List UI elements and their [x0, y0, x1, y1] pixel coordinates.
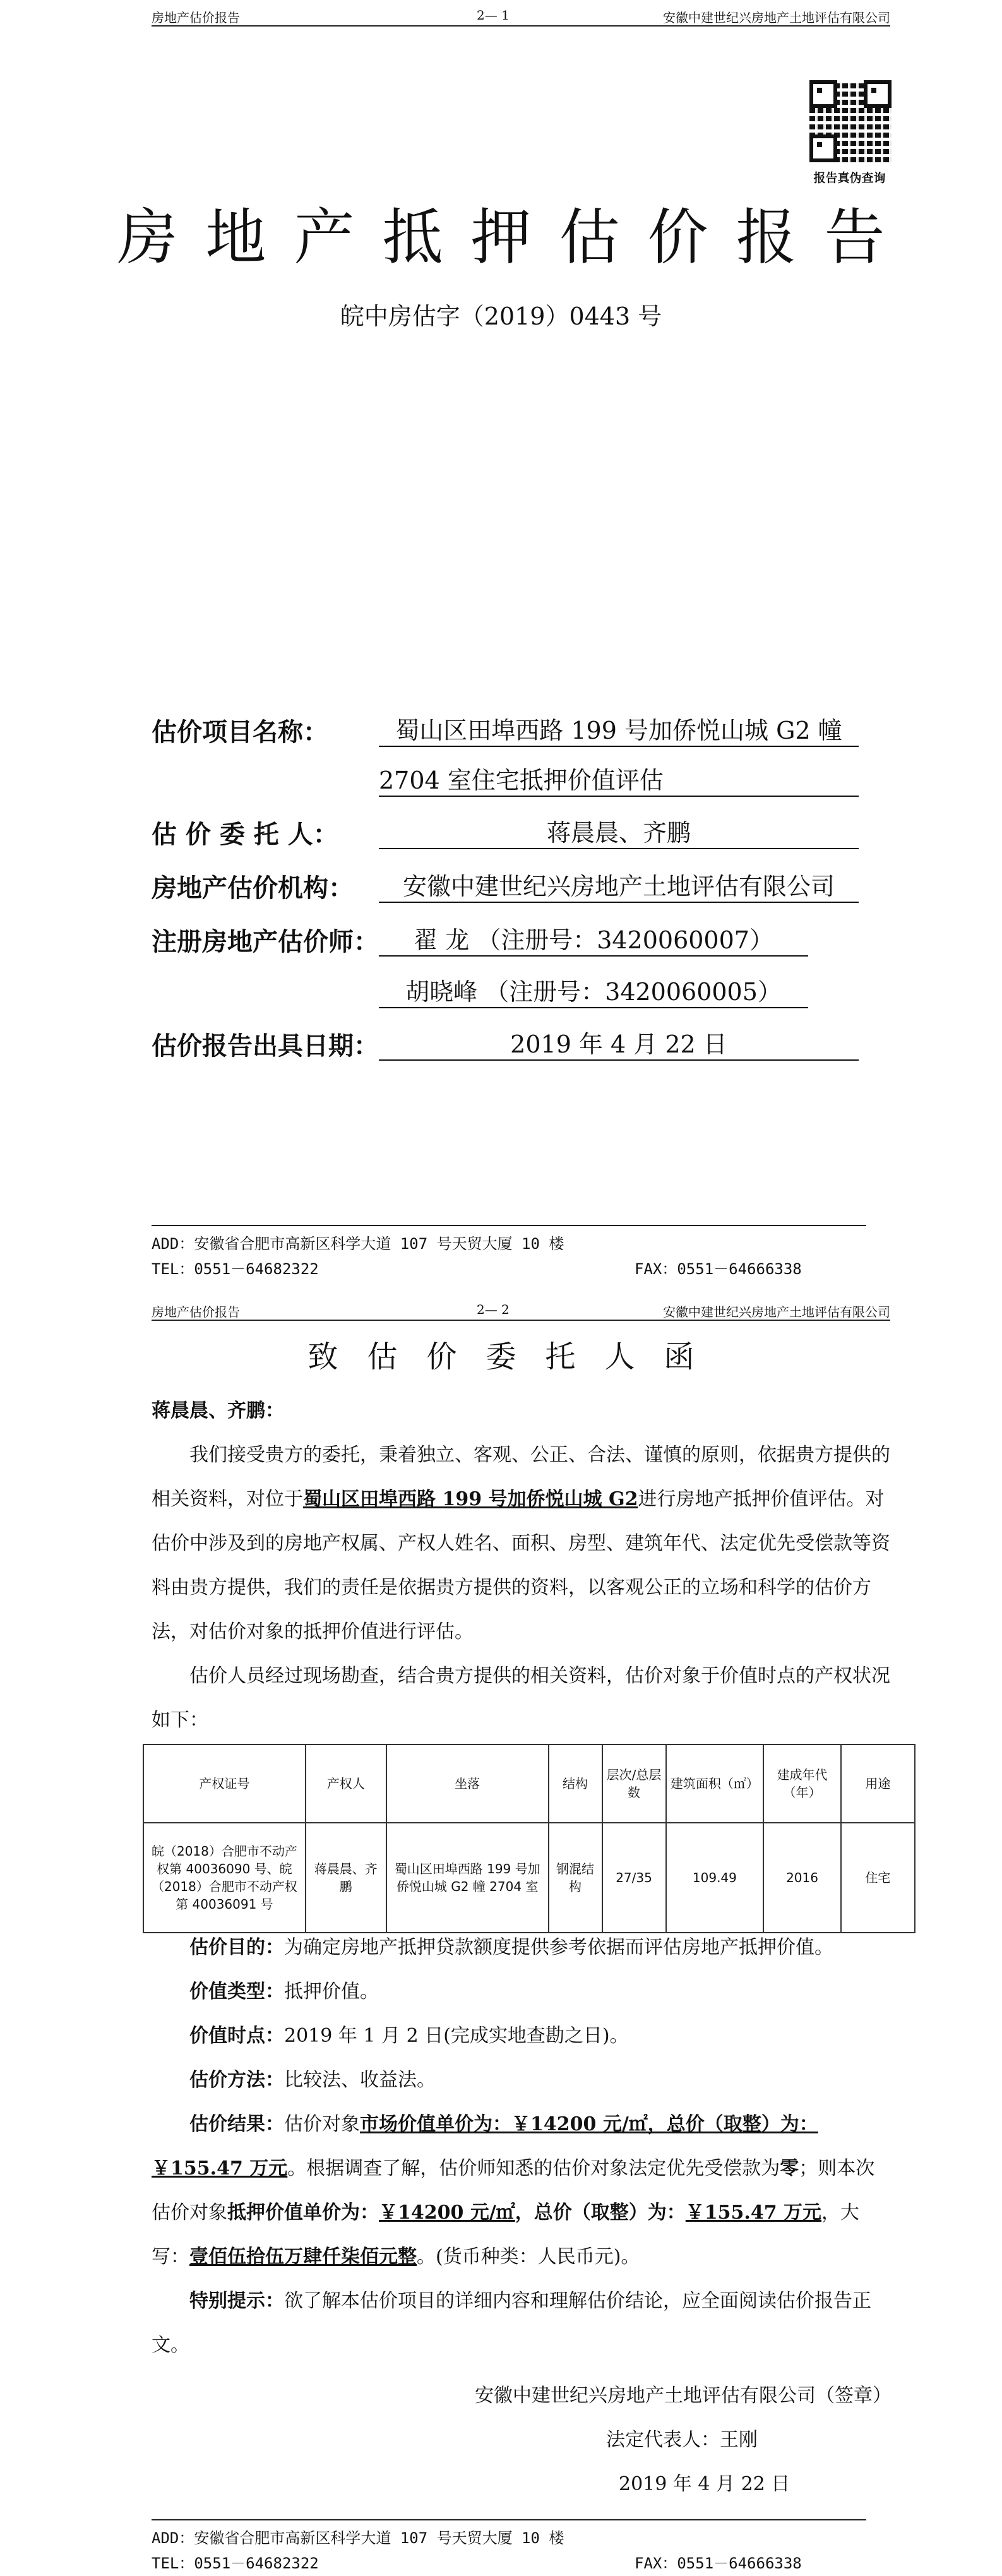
client-value: 蒋晨晨、齐鹏	[379, 813, 859, 849]
table-header: 产权人	[306, 1744, 386, 1823]
table-cell: 2016	[763, 1823, 841, 1933]
footer-fax: FAX：0551－64666338	[635, 1260, 802, 1278]
table-cell: 27/35	[602, 1823, 666, 1933]
header-company: 安徽中建世纪兴房地产土地评估有限公司	[663, 10, 890, 25]
agency-label: 房地产估价机构：	[152, 874, 354, 903]
appraiser-2: 胡晓峰 （注册号：3420060005）	[379, 972, 808, 1008]
table-header: 建成年代（年）	[763, 1744, 841, 1823]
project-name-line2: 2704 室住宅抵押价值评估	[379, 761, 859, 797]
footer-divider	[152, 2519, 866, 2520]
table-header: 坐落	[386, 1744, 549, 1823]
report-number: 皖中房估字（2019）0443 号	[340, 302, 662, 330]
signature-block	[152, 2374, 892, 2418]
report-date-label: 估价报告出具日期：	[152, 1032, 379, 1061]
client-label: 估 价 委 托 人：	[152, 820, 338, 849]
result-paragraph: 估价结果：估价对象市场价值单价为：￥14200 元/㎡，总价（取整）为：￥155.47 万元。根据调查了解，估价师知悉的估价对象法定优先受偿款为零；则本次估价对象抵押价值单价为：￥14200 元/㎡，总价（取整）为：￥155.47 万元，大写：壹佰伍拾伍万肆仟柒佰元整。(货币种类：人民币元)。	[152, 2113, 875, 2268]
value-date-line: 价值时点：2019 年 1 月 2 日(完成实地查勘之日)。	[189, 2025, 629, 2047]
table-cell: 109.49	[666, 1823, 764, 1933]
qr-code-icon[interactable]	[808, 79, 893, 164]
letter-page	[0, 1294, 1002, 2576]
table-row	[143, 1823, 915, 1933]
salutation: 蒋晨晨、齐鹏：	[152, 1400, 284, 1422]
mortgage-unit-price: ￥14200 元/㎡	[379, 2202, 515, 2224]
letter-body-intro	[152, 1389, 892, 1743]
footer-address: ADD：安徽省合肥市高新区科学大道 107 号天贸大厦 10 楼	[152, 1235, 564, 1253]
footer-tel: TEL：0551－64682322	[152, 1260, 319, 1278]
table-cell: 住宅	[841, 1823, 915, 1933]
letter-body-details	[152, 1926, 892, 2368]
agency-value: 安徽中建世纪兴房地产土地评估有限公司	[379, 867, 859, 903]
appraiser-1: 翟 龙 （注册号：3420060007）	[379, 921, 808, 957]
table-header: 层次/总层数	[602, 1744, 666, 1823]
table-cell: 皖（2018）合肥市不动产权第 40036090 号、皖（2018）合肥市不动产权第 40036091 号	[143, 1823, 306, 1933]
header-left-title: 房地产估价报告	[152, 10, 240, 25]
table-cell: 钢混结构	[549, 1823, 602, 1933]
table-header: 结构	[549, 1744, 602, 1823]
letter-title: 致估价委托人函	[307, 1339, 724, 1374]
table-header: 用途	[841, 1744, 915, 1823]
running-header	[152, 1301, 890, 1321]
appraiser-label: 注册房地产估价师：	[152, 927, 379, 957]
report-title: 房地产抵押估价报告	[117, 202, 913, 273]
table-header: 产权证号	[143, 1744, 306, 1823]
footer-tel: TEL：0551－64682322	[152, 2555, 319, 2572]
project-name-label: 估价项目名称：	[152, 718, 328, 747]
signature-rep: 法定代表人：王刚	[606, 2429, 758, 2451]
header-left-title: 房地产估价报告	[152, 1304, 240, 1320]
footer-address: ADD：安徽省合肥市高新区科学大道 107 号天贸大厦 10 楼	[152, 2529, 564, 2547]
footer-divider	[152, 1225, 866, 1226]
paragraph-1: 我们接受贵方的委托，秉着独立、客观、公正、合法、谨慎的原则，依据贵方提供的相关资料，对位于蜀山区田埠西路 199 号加侨悦山城 G2进行房地产抵押价值评估。对估价中涉及到的房地产权属、产权人姓名、面积、房型、建筑年代、法定优先受偿款等资料由贵方提供，我们的责任是依据贵方提供的资料，以客观公正的立场和科学的估价方法，对估价对象的抵押价值进行评估。	[152, 1444, 890, 1643]
method-line: 估价方法：比较法、收益法。	[189, 2069, 436, 2091]
qr-caption: 报告真伪查询	[813, 171, 886, 185]
table-cell: 蒋晨晨、齐鹏	[306, 1823, 386, 1933]
property-rights-table	[143, 1744, 916, 1933]
paragraph-2: 估价人员经过现场勘查，结合贵方提供的相关资料，估价对象于价值时点的产权状况如下：	[152, 1665, 890, 1731]
table-header: 建筑面积（㎡）	[666, 1744, 764, 1823]
mortgage-total-capital: 壹佰伍拾伍万肆仟柒佰元整	[189, 2246, 417, 2268]
signature-date: 2019 年 4 月 22 日	[619, 2473, 790, 2495]
signature-company: 安徽中建世纪兴房地产土地评估有限公司（签章）	[475, 2385, 892, 2407]
header-page-number: 2— 2	[477, 1302, 510, 1317]
purpose-line: 估价目的：为确定房地产抵押贷款额度提供参考依据而评估房地产抵押价值。	[189, 1936, 833, 1959]
value-type-line: 价值类型：抵押价值。	[189, 1981, 379, 2003]
property-address: 蜀山区田埠西路 199 号加侨悦山城 G2	[303, 1488, 638, 1510]
footer-fax: FAX：0551－64666338	[635, 2555, 802, 2572]
special-note: 特别提示：欲了解本估价项目的详细内容和理解估价结论，应全面阅读估价报告正文。	[152, 2290, 871, 2356]
project-name-line1: 蜀山区田埠西路 199 号加侨悦山城 G2 幢	[379, 711, 859, 747]
mortgage-total: ￥155.47 万元	[685, 2202, 822, 2224]
table-header-row	[143, 1744, 915, 1823]
market-value: 市场价值单价为：￥14200 元/㎡，总价（取整）为：￥155.47 万元	[152, 2113, 818, 2179]
table-cell: 蜀山区田埠西路 199 号加侨悦山城 G2 幢 2704 室	[386, 1823, 549, 1933]
running-header	[152, 6, 890, 27]
header-page-number: 2— 1	[477, 8, 510, 23]
report-date-value: 2019 年 4 月 22 日	[379, 1025, 859, 1061]
header-company: 安徽中建世纪兴房地产土地评估有限公司	[663, 1304, 890, 1320]
